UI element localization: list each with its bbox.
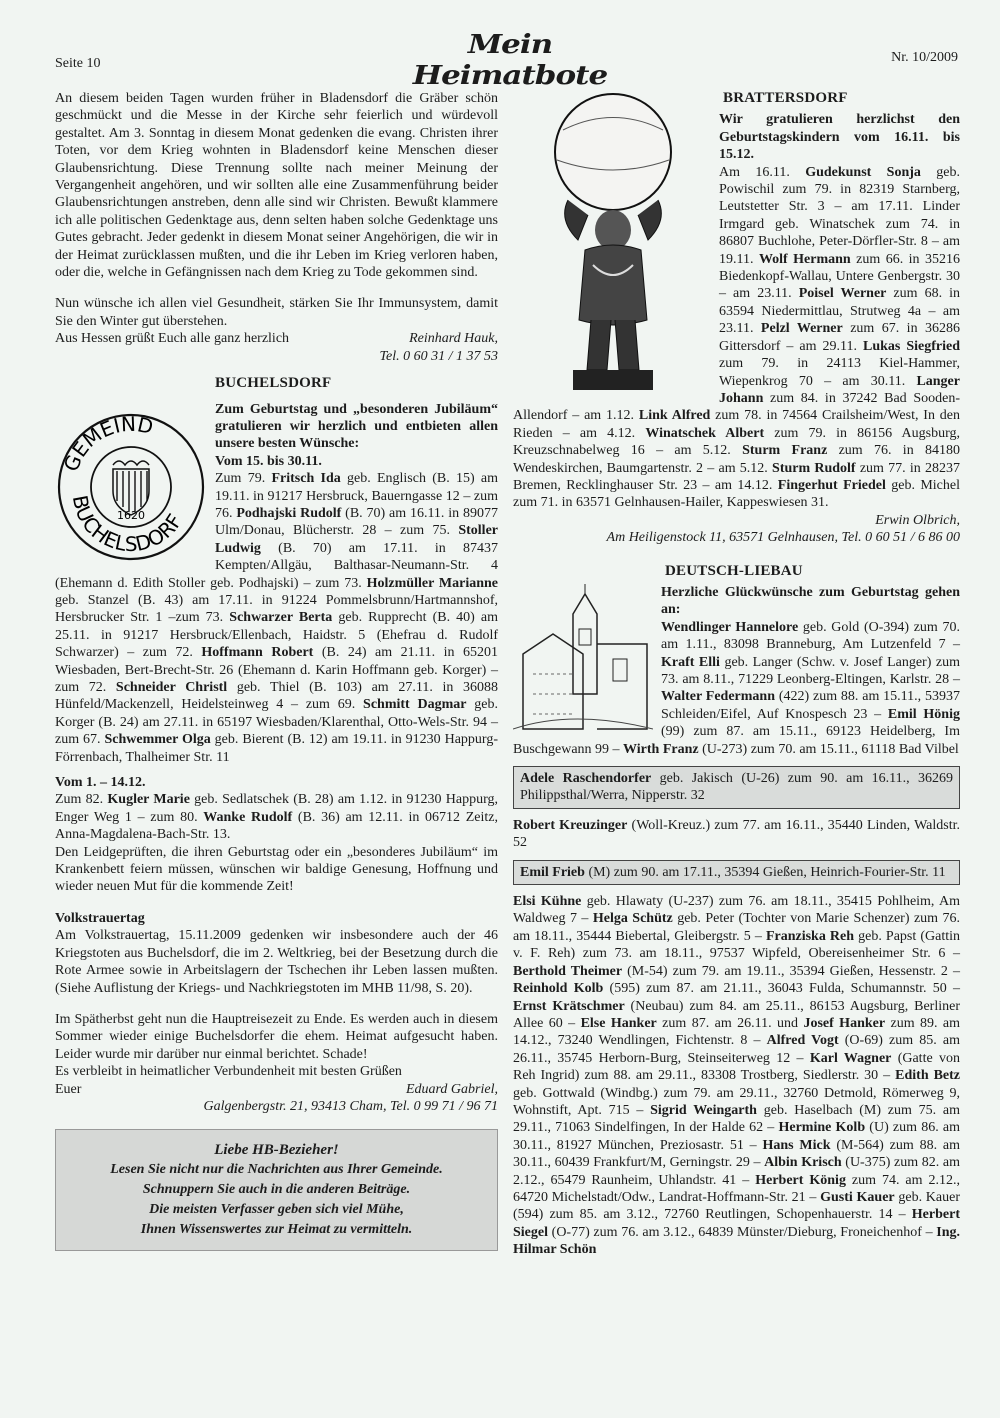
person-name: Hans Mick: [762, 1137, 831, 1153]
person-name: Gudekunst Sonja: [805, 164, 921, 180]
entry-text: (M) zum 90. am 17.11., 35394 Gießen, Heinrich-Fourier-Str. 11: [584, 864, 946, 880]
person-name: Schwarzer Berta: [229, 610, 333, 626]
notice-box: [55, 1129, 498, 1251]
person-name: Gusti Kauer: [820, 1189, 895, 1205]
entry-text: (422) zum 88. am 15.11., 53937 Schleiden/Eifel, Auf Knospesch 23 –: [661, 689, 960, 722]
entry-text: (Gatte von Reh Ingrid) zum 88. am 29.11., 83308 Trostberg, Siedlerstr. 30 –: [513, 1050, 960, 1084]
person-name: Sturm Franz: [742, 443, 828, 459]
closing: Es verbleibt in heimatlicher Verbundenheit mit besten Grüßen: [55, 1064, 402, 1080]
entry-text: zum 84. in 37242 Bad Sooden-Allendorf – am 1.12.: [513, 390, 960, 424]
entry-text: (595) zum 87. am 21.11., 36043 Fulda, Schumannstr. 50 –: [603, 981, 960, 997]
author-phone: Tel. 0 60 31 / 1 37 53: [379, 348, 498, 364]
birthday-entries: [513, 893, 960, 1259]
notice-line: Schnuppern Sie auch in die anderen Beiträge.: [142, 1182, 411, 1198]
author-signature: Eduard Gabriel,: [405, 1081, 498, 1097]
person-name: Poisel Werner: [798, 286, 887, 302]
entry-text: geb. Haselbach (M) zum 75. am 29.11., 71063 Sindelfingen, In der Halde 62 –: [513, 1102, 961, 1136]
entry-text: geb. Michel zum 71. in 63571 Gelnhausen-Hailer, Kappeswiesen 31.: [513, 477, 960, 511]
person-name: Podhajski Rudolf: [236, 505, 342, 521]
person-name: Edith Betz: [895, 1068, 961, 1084]
entry-text: geb. Gold (O-394) zum 70. am 1.11., 83098 Branneburg, Am Lutzenfeld 7 –: [661, 619, 960, 653]
person-name: Wendlinger Hannelore: [661, 619, 799, 635]
entry-text: Zum 79.: [215, 471, 272, 487]
entry-text: zum 89. am 14.12., 73240 Wendlingen, Fichtenstr. 8 –: [513, 1015, 961, 1049]
person-name: Else Hanker: [580, 1015, 657, 1031]
highlight-box: [513, 860, 960, 885]
birthday-entry: [520, 770, 953, 805]
person-name: Langer Johann: [719, 373, 960, 406]
entry-text: (B. 70) am 17.11. in 87437 Kempten/Allgäu, Balthasar-Neumann-Str. 4 (Ehemann d. Edith Stoller geb. Podhajski) – zum 73.: [55, 540, 498, 591]
person-name: Link Alfred: [638, 408, 711, 424]
person-name: Wirth Franz: [623, 741, 699, 757]
buchelsdorf-section: [55, 375, 498, 766]
notice-line: Ihnen Wissenswertes zur Heimat zu vermitteln.: [140, 1222, 413, 1238]
person-name: Josef Hanker: [803, 1015, 886, 1031]
entry-text: zum 67. in 36286 Gittersdorf – am 29.11.: [719, 321, 961, 354]
person-name: Reinhold Kolb: [513, 981, 604, 997]
entry-text: geb. Powischil zum 79. in 82319 Starnberg, Leutstetter Str. 3 – am 17.11. Linder Irmgard geb. Winatschek zum 74. in 86807 Buchlohe, Peter-Dörfler-Str. 8 – am 19.11.: [719, 164, 960, 267]
entry-text: geb. Sedlatschek (B. 28) am 1.12. in 91230 Happurg, Enger Weg 1 – zum 80.: [55, 792, 498, 825]
entry-text: (B. 36) am 12.11. in 06712 Zeitz, Anna-Magdalena-Bach-Str. 13.: [55, 809, 498, 843]
person-name: Ernst Krätschmer: [513, 998, 625, 1014]
person-name: Sturm Rudolf: [772, 460, 856, 476]
entry-text: (Neubau) zum 84. am 25.11., 86153 Augsburg, Berliner Allee 60 –: [513, 998, 960, 1031]
svg-text:BUCHELSDORF: BUCHELSDORF: [67, 492, 187, 556]
entry-text: zum 66. in 35216 Biedenkopf-Wallau, Untere Genbergstr. 30 – am 23.11.: [719, 251, 960, 302]
person-name: Lukas Siegfried: [863, 338, 961, 354]
atlas-statue-image: [513, 90, 711, 400]
person-name: Karl Wagner: [809, 1050, 892, 1066]
person-name: Adele Raschendorfer: [520, 771, 652, 787]
entry-text: zum 78. in 74564 Crailsheim/West, In den Rieden – am 4.12.: [513, 408, 960, 441]
person-name: Winatschek Albert: [645, 425, 765, 441]
person-name: Stoller Ludwig: [215, 523, 498, 556]
birthday-entry: [513, 817, 960, 852]
paragraph: An diesem beiden Tagen wurden früher in Bladensdorf die Gräber schön geschmückt und die Messe in der Kirche sehr feierlich und würdevoll gestaltet. Am 3. Sonntag in diesem Monat gedenken die evang. Christen ihrer Toten, vor dem Krieg wohnten in Bladensdorf keine Menschen dieser Glaubensrichtung. Diese Trennung sollte nach meiner Meinung der Vergangenheit angehören, und wir sollten alle eine Zusammenführung beider Glaubensrichtungen anstreben, denn alle sind wir Christen. Bewußt klammere ich alle politischen Gedenktage aus, denn selten haben solche Gedenktage uns Gutes gebracht. Jeder gedenkt in diesem Monat seiner Angehörigen, die wir in der Heimat zurücklassen mußten, und die ihr Leben im Krieg verloren haben, oder die, welche in Gefängnissen nach dem Krieg zu Tode gekommen sind.: [55, 91, 498, 281]
entry-text: (B. 24) am 21.11. in 65201 Wiesbaden, Bert-Brecht-Str. 26 (Ehemann d. Karin Hoffmann geb. Korger) – zum 72.: [55, 645, 499, 695]
entry-text: geb. Peter (Tochter von Marie Schenzer) zum 76. am 18.11., 35444 Biebertal, Gleibergstr. 5 –: [513, 911, 960, 944]
church-drawing-image: [513, 584, 653, 734]
paragraph: Am Volkstrauertag, 15.11.2009 gedenken wir insbesondere auch der 46 Kriegstoten aus Buchelsdorf, die im 2. Weltkrieg, bei der Besetzung durch die Rote Armee sowie in Arbeitslagern der Tschechen ihr Leben lassen mußten. (Siehe Auflistung der Kriegs- und Nachkriegstoten im MHB 11/98, S. 20).: [55, 928, 498, 996]
entry-text: geb. Rupprecht (B. 40) am 25.11. in 91217 Hersbruck/Ellenbach, Haidstr. 5 (Ehefrau d. Rudolf Schwarzer) – zum 72.: [55, 610, 499, 661]
masthead-logo: Mein Heimatbote: [412, 29, 608, 91]
birthday-entry: [520, 864, 953, 881]
section-heading: DEUTSCH-LIEBAU: [665, 562, 803, 579]
person-name: Kugler Marie: [107, 792, 190, 808]
entry-text: zum 68. in 63594 Niedermittlau, Strutweg 4a – am 23.11.: [719, 286, 960, 337]
person-name: Sigrid Weingarth: [650, 1102, 757, 1118]
entry-text: geb. Stanzel (B. 43) am 17.11. in 91224 Pommelsbrunn/Hartmannshof, Hersbrucker Str. 1 –zum 73.: [55, 592, 498, 626]
entry-text: geb. Langer (Schw. v. Josef Langer) zum 73. am 8.11., 71229 Leonberg-Eltingen, Karlstr. 28 –: [661, 654, 960, 687]
person-name: Walter Federmann: [661, 689, 775, 705]
person-name: Wolf Hermann: [758, 251, 851, 267]
greeting: Aus Hessen grüßt Euch alle ganz herzlich: [55, 331, 290, 347]
person-name: Hermine Kolb: [778, 1120, 866, 1136]
person-name: Robert Kreuzinger: [513, 817, 628, 833]
entry-text: geb. Englisch (B. 15) am 19.11. in 91217 Hersbruck, Bauerngasse 12 – zum 76.: [215, 471, 498, 521]
person-name: Emil Hönig: [887, 706, 960, 722]
author-signature: Reinhard Hauk,: [409, 331, 498, 347]
person-name: Franziska Reh: [765, 928, 855, 944]
period-heading: Vom 15. bis 30.11.: [215, 453, 322, 469]
entry-text: geb. Kauer (594) zum 85. am 3.12., 72760 Reutlingen, Schopenhauerstr. 14 –: [513, 1189, 960, 1223]
author-address: Galgenbergstr. 21, 93413 Cham, Tel. 0 99 71 / 96 71: [203, 1098, 498, 1114]
person-name: Hoffmann Robert: [201, 645, 314, 661]
section-heading: BRATTERSDORF: [723, 90, 848, 106]
entry-text: (M-564) zum 88. am 30.11., 60439 Frankfurt/M, Gerningstr. 29 –: [513, 1137, 960, 1171]
person-name: Herbert Siegel: [513, 1207, 960, 1240]
entry-text: zum 87. am 26.11. und: [656, 1015, 804, 1031]
entry-text: geb. Hlawaty (U-237) zum 76. am 18.11., 35415 Pohlheim, Am Waldweg 7 –: [513, 894, 960, 927]
entry-text: (Woll-Kreuz.) zum 77. am 16.11., 35440 Linden, Waldstr. 52: [513, 817, 961, 851]
person-name: Pelzl Werner: [760, 321, 843, 337]
author-address: Am Heiligenstock 11, 63571 Gelnhausen, Tel. 0 60 51 / 6 86 00: [606, 530, 960, 546]
entry-text: geb. Jakisch (U-26) zum 90. am 16.11., 36269 Philippsthal/Werra, Nipperstr. 32: [520, 771, 953, 804]
entry-text: zum 76. in 84180 Wendeskirchen, Baumgartenstr. 2 – am 5.12.: [513, 443, 960, 476]
person-name: Alfred Vogt: [766, 1033, 839, 1049]
entry-text: geb. Bierent (B. 12) am 19.11. in 91230 Happurg-Förrenbach, Thalheimer Str. 11: [55, 732, 499, 765]
entry-text: zum 79. in 86156 Augsburg, Kreuzschnabelweg 16 – am 5.12.: [513, 425, 960, 459]
person-name: Fritsch Ida: [271, 471, 341, 487]
person-name: Holzmüller Marianne: [366, 575, 498, 591]
entry-text: geb. Thiel (B. 103) am 27.11. in 36088 Hünfeld/Mackenzell, Heidelsteinweg 4 – zum 69.: [55, 680, 499, 713]
greeting-line: [55, 330, 498, 347]
svg-text:1620: 1620: [117, 508, 145, 522]
paragraph: Den Leidgeprüften, die ihren Geburtstag oder ein „besonderes Jubiläum“ im Krankenbett feiern müssen, wünschen wir baldige Genesung, Hoffnung und wieder neuen Mut für die kommende Zeit!: [55, 844, 498, 895]
highlight-box: [513, 766, 960, 809]
euer: Euer: [55, 1081, 82, 1097]
entry-text: (B. 70) am 16.11. in 89077 Ulm/Donau, Blücherstr. 28 – zum 75.: [215, 505, 498, 539]
author-signature: Erwin Olbrich,: [875, 512, 960, 528]
right-column: [513, 90, 960, 1259]
municipal-seal-image: [55, 407, 207, 567]
entry-text: Zum 82.: [55, 792, 108, 808]
page-number: Seite 10: [55, 56, 101, 71]
notice-title: Liebe HB-Bezieher!: [214, 1142, 339, 1159]
entry-text: zum 74. am 2.12., 64720 Michelstadt/Odw., Landrat-Hoffmann-Str. 21 –: [513, 1172, 960, 1205]
entry-text: geb. Papst (Gattin v. F. Reh) zum 73. am 18.11., 97537 Wipfeld, Obereisenheimer Str. 6 –: [513, 928, 960, 962]
entry-text: Am 16.11.: [719, 164, 806, 180]
person-name: Kraft Elli: [661, 654, 720, 670]
entry-text: (U-273) zum 70. am 15.11., 61118 Bad Vilbel: [698, 741, 959, 757]
entry-text: zum 79. in 24113 Kiel-Hammer, Wiepenkrog 70 – am 30.11.: [719, 356, 960, 389]
intro-text: Wir gratulieren herzlichst den Geburtstagskindern vom 16.11. bis 15.12.: [719, 112, 960, 163]
entry-text: (U-375) zum 82. am 2.12., 65479 Raunheim, Uhlandstr. 41 –: [513, 1155, 960, 1188]
person-name: Herbert König: [755, 1172, 846, 1188]
person-name: Schwemmer Olga: [104, 732, 211, 748]
person-name: Schneider Christl: [115, 680, 228, 695]
paragraph: Nun wünsche ich allen viel Gesundheit, stärken Sie Ihr Immunsystem, damit Sie den Winter gut überstehen.: [55, 296, 498, 329]
issue-number: Nr. 10/2009: [891, 50, 958, 65]
entry-text: (99) zum 87. am 15.11., 69123 Heidelberg, Im Buschgewann 99 –: [513, 724, 960, 757]
person-name: Elsi Kühne: [513, 894, 582, 910]
person-name: Helga Schütz: [592, 911, 673, 927]
entry-text: zum 77. in 28237 Bremen, Recklinghauser Str. 23 – am 14.12.: [513, 460, 960, 493]
entry-text: geb. Gottwald (Windbg.) zum 79. am 29.11., 32760 Detmold, Römerweg 9, Wohnstift, Apt. 715 –: [513, 1085, 960, 1118]
volkstrauertag-heading: Volkstrauertag: [55, 910, 145, 926]
intro-text: Herzliche Glückwünsche zum Geburtstag gehen an:: [661, 584, 960, 618]
entry-text: (M-54) zum 79. am 19.11., 35394 Gießen, Hessenstr. 2 –: [622, 963, 960, 979]
person-name: Schmitt Dagmar: [363, 697, 467, 713]
person-name: Fingerhut Friedel: [777, 477, 886, 493]
signature-line: [55, 1081, 498, 1098]
paragraph: Im Spätherbst geht nun die Hauptreisezeit zu Ende. Es werden auch in diesem Sommer wieder einige Buchelsdorfer die ehem. Heimat aufgesucht haben. Leider wurde mir darüber nur einmal berichtet. Schade!: [55, 1011, 498, 1062]
notice-line: Lesen Sie nicht nur die Nachrichten aus Ihrer Gemeinde.: [110, 1162, 443, 1178]
person-name: Berthold Theimer: [513, 963, 623, 979]
notice-line: Die meisten Verfasser geben sich viel Mühe,: [149, 1202, 404, 1218]
period-heading: Vom 1. – 14.12.: [55, 775, 146, 791]
person-name: Albin Krisch: [764, 1155, 842, 1171]
person-name: Wanke Rudolf: [203, 809, 293, 825]
birthday-entries: [55, 791, 498, 843]
intro-text: Zum Geburtstag und „besonderen Jubiläum“ gratulieren wir herzlich und entbieten allen unsere besten Wünsche:: [215, 401, 498, 452]
entry-text: (U) zum 86. am 30.11., 81927 München, Preziosastr. 51 –: [513, 1120, 960, 1153]
person-name: Ing. Hilmar Schön: [513, 1224, 960, 1258]
svg-text:GEMEIND: GEMEIND: [58, 411, 156, 475]
person-name: Emil Frieb: [520, 864, 585, 880]
entry-text: geb. Korger (B. 24) am 27.11. in 65197 Wiesbaden/Klarenthal, Otto-Wels-Str. 94 – zum 67.: [55, 697, 498, 748]
entry-text: (O-77) zum 76. am 3.12., 64839 Münster/Dieburg, Froneichenhof –: [548, 1224, 937, 1240]
left-column: [55, 90, 498, 1251]
entry-text: (O-69) zum 85. am 26.11., 35745 Herborn-Burg, Steinseiterweg 12 –: [513, 1033, 960, 1066]
section-heading: BUCHELSDORF: [215, 375, 332, 392]
